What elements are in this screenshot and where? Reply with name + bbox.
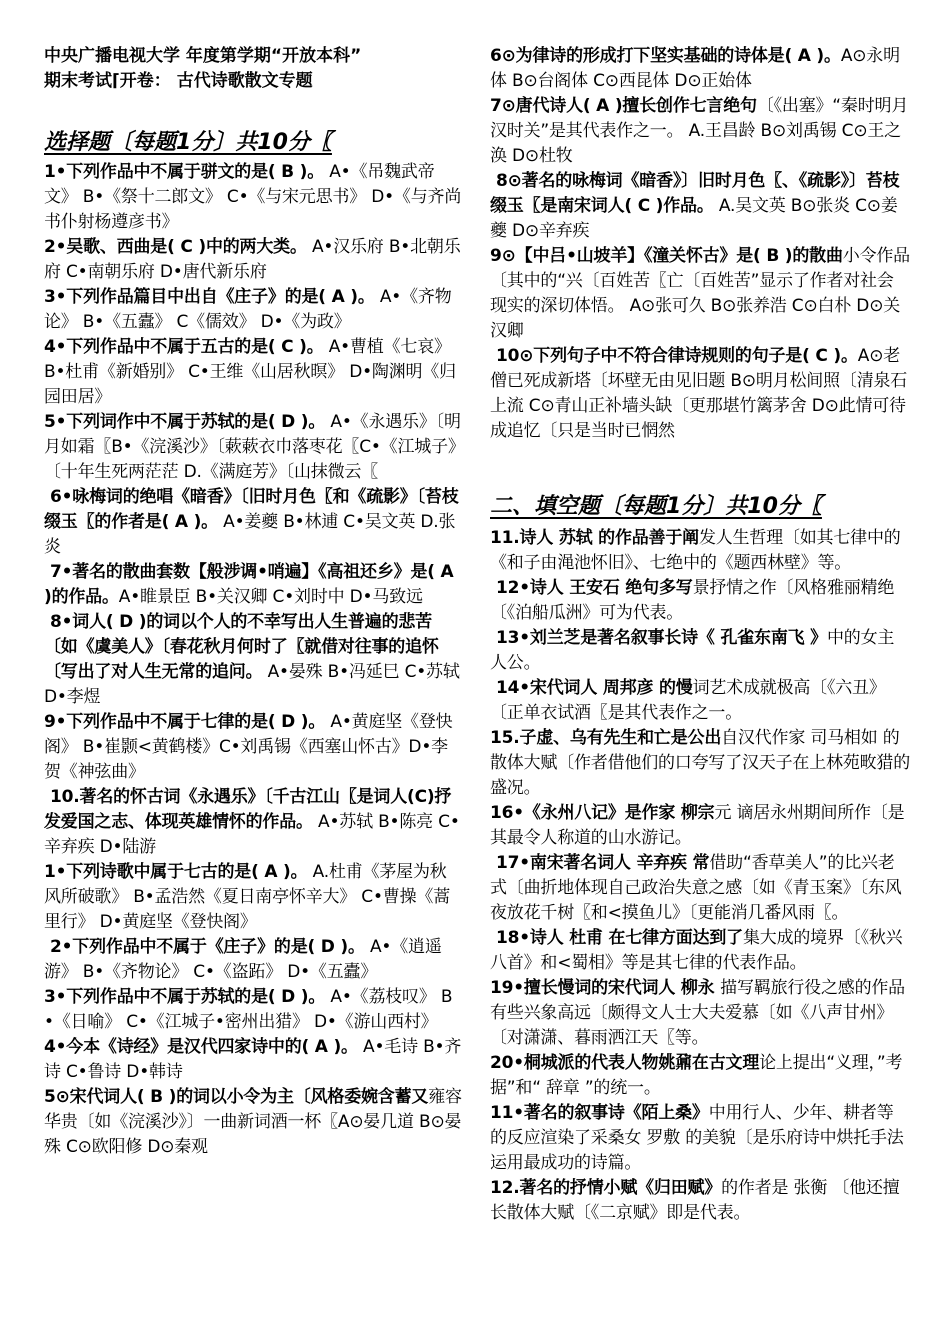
right-column (490, 44, 910, 1226)
question-text: 6⊙为律诗的形成打下坚实基础的诗体是( A )。 (490, 46, 841, 66)
fill-text: 18•诗人 杜甫 在七律方面达到了 (496, 928, 743, 948)
question-text: 8⊙著名的咏梅词《暗香》〕旧时月色〖、《疏影》〕苔枝缀玉〖是南宋词人( C )作品。 (490, 171, 900, 216)
fill-rest: 元 谪居永州期间所作〔是其最令人称道的山水游记。 (490, 803, 905, 848)
fill-text: 19•擅长慢词的宋代词人 柳永 (490, 978, 721, 998)
fill-rest: 中用行人、少年、耕者等的反应渲染了采桑女 罗敷 的美貌〔是乐府诗中烘托手法运用最成功的诗篇。 (490, 1103, 904, 1173)
question-item (44, 785, 462, 860)
question-item (490, 94, 910, 169)
fill-item (490, 926, 910, 976)
fill-rest: 景抒情之作〔风格雅丽精绝〔《泊船瓜洲》可为代表。 (490, 578, 895, 623)
fill-rest: 自汉代作家 司马相如 的散体大赋〔作者借他们的口夸写了汉天子在上林苑畋猎的盛况。 (490, 728, 910, 798)
fill-text: 20•桐城派的代表人物姚鼐在古文理 (490, 1053, 760, 1073)
fill-text: 11•著名的叙事诗《陌上桑》 (490, 1103, 709, 1123)
spacer (490, 444, 910, 492)
fill-item (490, 626, 910, 676)
answer-options: 雍容华贵〔如《浣溪沙》〕一曲新词酒一杯〖A⊙晏几道 B⊙晏殊 C⊙欧阳修 D⊙秦观 (44, 1087, 462, 1157)
fill-rest: 论上提出“义理，”考据”和“ 辞章 ”的统一。 (490, 1053, 903, 1098)
question-text: 5⊙宋代词人( B )的词以小令为主〔风格委婉含蓄又 (44, 1087, 429, 1107)
question-item (44, 235, 462, 285)
question-text: 9⊙【中吕•山坡羊】《潼关怀古》是( B )的散曲 (490, 246, 843, 266)
question-item (44, 860, 462, 935)
fill-text: 12.著名的抒情小赋《归田赋》 (490, 1178, 722, 1198)
fill-rest: 借助“香草美人”的比兴老式〔曲折地体现自己政治失意之感〔如《青玉案》〔东风夜放花千树〖和<摸鱼儿》〔更能消几番风雨〖。 (490, 853, 902, 923)
fill-text: 16•《永州八记》是作家 柳宗 (490, 803, 715, 823)
question-item (44, 985, 462, 1035)
question-text: 4•下列作品中不属于五古的是( C )。 (44, 337, 324, 357)
answer-options: A•《逍遥游》 B•《齐物论》 C•《盗跖》 D•《五蠹》 (44, 937, 442, 982)
exam-title-line2: 期末考试⌈开卷： 古代诗歌散文专题 (44, 71, 313, 91)
question-item (44, 285, 462, 335)
fill-item (490, 976, 910, 1051)
fill-item (490, 576, 910, 626)
fill-item (490, 1051, 910, 1101)
question-item (490, 344, 910, 444)
fill-item (490, 676, 910, 726)
question-text: 9•下列作品中不属于七律的是( D )。 (44, 712, 326, 732)
answer-options: A•《吊魏武帝文》 B•《祭十二郎文》 C•《与宋元思书》 D•《与齐尚书仆射杨遵彦书》 (44, 162, 462, 232)
question-item (44, 335, 462, 410)
exam-title-line1: 中央广播电视大学 年度第学期“开放本科” (44, 46, 362, 66)
answer-options: A•苏轼 B•陈亮 C•辛弃疾 D•陆游 (44, 812, 460, 857)
fill-text: 15.子虚、乌有先生和亡是公出 (490, 728, 722, 748)
question-text: 1•下列作品中不属于骈文的是( B )。 (44, 162, 325, 182)
fill-text: 17•南宋著名词人 辛弃疾 常 (496, 853, 710, 873)
fill-item (490, 526, 910, 576)
question-text: 8•词人( D )的词以个人的不幸写出人生普遍的悲苦〔如《虞美人》〔春花秋月何时了〖就借对往事的追怀〔写出了对人生无常的追问。 (44, 612, 439, 682)
question-text: 2•吴歌、西曲是( C )中的两大类。 (44, 237, 307, 257)
fill-item (490, 1176, 910, 1226)
fill-rest: 的作者是 张衡 〔他还擅长散体大赋〔《二京赋》即是代表。 (490, 1178, 900, 1223)
fill-item (490, 801, 910, 851)
left-column (44, 44, 462, 1160)
answer-options: 〔《出塞》“秦时明月汉时关”是其代表作之一。 A.王昌龄 B⊙刘禹锡 C⊙王之涣 D⊙杜牧 (490, 96, 909, 166)
question-item (44, 610, 462, 710)
question-text: 7•著名的散曲套数【般涉调•哨遍】《高祖还乡》是( A )的作品。 (44, 562, 454, 607)
answer-options: A•曹植《七哀》 B•杜甫《新婚别》 C•王维《山居秋暝》 D•陶渊明《归园田居》 (44, 337, 456, 407)
section-title-choice: 选择题〔每题1分〕共10分〖 (44, 130, 332, 155)
fill-text: 11.诗人 苏轼 的作品善于阐 (490, 528, 699, 548)
answer-options: A•睢景臣 B•关汉卿 C•刘时中 D•马致远 (118, 587, 423, 607)
answer-options: A•汉乐府 B•北朝乐府 C•南朝乐府 D•唐代新乐府 (44, 237, 461, 282)
question-text: 3•下列作品中不属于苏轼的是( D )。 (44, 987, 326, 1007)
answer-options: 小令作品〔其中的“兴〔百姓苦〖亡〔百姓苦”显示了作者对社会现实的深切体悟。 A⊙张可久 B⊙张养浩 C⊙白朴 D⊙关汉卿 (490, 246, 910, 341)
question-item (490, 44, 910, 94)
section-title-fill: 二、填空题〔每题1分〕共10分〖 (490, 494, 822, 519)
question-item (490, 169, 910, 244)
question-item (44, 410, 462, 485)
question-item (44, 935, 462, 985)
question-text: 2•下列作品中不属于《庄子》的是( D )。 (50, 937, 365, 957)
question-text: 10.著名的怀古词《永遇乐》〔千古江山〖是词人(C)抒发爱国之志、体现英雄情怀的作品。 (44, 787, 452, 832)
fill-item (490, 851, 910, 926)
fill-rest: 词艺术成就极高〔《六丑》〔正单衣试酒〖是其代表作之一。 (490, 678, 886, 723)
question-text: 3•下列作品篇目中出自《庄子》的是( A )。 (44, 287, 375, 307)
fill-rest: 集大成的境界〔《秋兴八首》和<蜀相》等是其七律的代表作品。 (490, 928, 903, 973)
answer-options: A.杜甫《茅屋为秋风所破歌》 B•孟浩然《夏日南亭怀辛大》 C•曹操《蒿里行》 D•黄庭坚《登快阁》 (44, 862, 450, 932)
question-text: 7⊙唐代诗人( A )擅长创作七言绝句 (490, 96, 757, 116)
answer-options: A•毛诗 B•齐诗 C•鲁诗 D•韩诗 (44, 1037, 462, 1082)
question-item (44, 485, 462, 560)
fill-rest: 中的女主人公。 (490, 628, 895, 673)
question-text: 5•下列词作中不属于苏轼的是( D )。 (44, 412, 326, 432)
answer-options: A⊙老僧已死成新塔〔坏壁无由见旧题 B⊙明月松间照〔清泉石上流 C⊙青山正补墙头缺〔更那堪竹篱茅舍 D⊙此情可待成追忆〔只是当时已惘然 (490, 346, 908, 441)
answer-options: A•《永遇乐》〔明月如霜〖B•《浣溪沙》〔蔌蔌衣巾落枣花〖C•《江城子》〔十年生死两茫茫 D.《满庭芳》〔山抹微云〖 (44, 412, 461, 482)
fill-rest: 发人生哲理〔如其七律中的《和子由渑池怀旧》、七绝中的《题西林壁》等。 (490, 528, 901, 573)
answer-options: A•《荔枝叹》 B•《日喻》 C•《江城子•密州出猎》 D•《游山西村》 (44, 987, 453, 1032)
question-item (44, 710, 462, 785)
fill-item (490, 726, 910, 801)
answer-options: A•《齐物论》 B•《五蠹》 C《儒效》 D•《为政》 (44, 287, 452, 332)
fill-text: 13•刘兰芝是著名叙事长诗《 孔雀东南飞 》 (496, 628, 827, 648)
question-text: 1•下列诗歌中属于七古的是( A )。 (44, 862, 308, 882)
answer-options: A•晏殊 B•冯延巳 C•苏轼 D•李煜 (44, 662, 460, 707)
fill-text: 12•诗人 王安石 绝句多写 (496, 578, 693, 598)
question-item (490, 244, 910, 344)
question-item (44, 1035, 462, 1085)
spacer (44, 94, 462, 128)
question-item (44, 1085, 462, 1160)
fill-text: 14•宋代词人 周邦彦 的慢 (496, 678, 693, 698)
question-item (44, 160, 462, 235)
answer-options: A⊙永明体 B⊙台阁体 C⊙西昆体 D⊙正始体 (490, 46, 900, 91)
answer-options: A.吴文英 B⊙张炎 C⊙姜夔 D⊙辛弃疾 (490, 196, 898, 241)
question-text: 6•咏梅词的绝唱《暗香》〔旧时月色〖和《疏影》〔苔枝缀玉〖的作者是( A )。 (44, 487, 459, 532)
fill-rest: 描写羁旅行役之感的作品有些兴象高远〔颇得文人士大夫爱慕〔如《八声甘州》〔对潇潇、暮雨洒江天〖等。 (490, 978, 905, 1048)
question-text: 4•今本《诗经》是汉代四家诗中的( A )。 (44, 1037, 358, 1057)
question-item (44, 560, 462, 610)
answer-options: A•姜夔 B•林逋 C•吴文英 D.张炎 (44, 512, 456, 557)
question-text: 10⊙下列句子中不符合律诗规则的句子是( C )。 (496, 346, 858, 366)
fill-item (490, 1101, 910, 1176)
answer-options: A•黄庭坚《登快阁》 B•崔颢<黄鹤楼》C•刘禹锡《西塞山怀古》D•李贺《神弦曲》 (44, 712, 453, 782)
